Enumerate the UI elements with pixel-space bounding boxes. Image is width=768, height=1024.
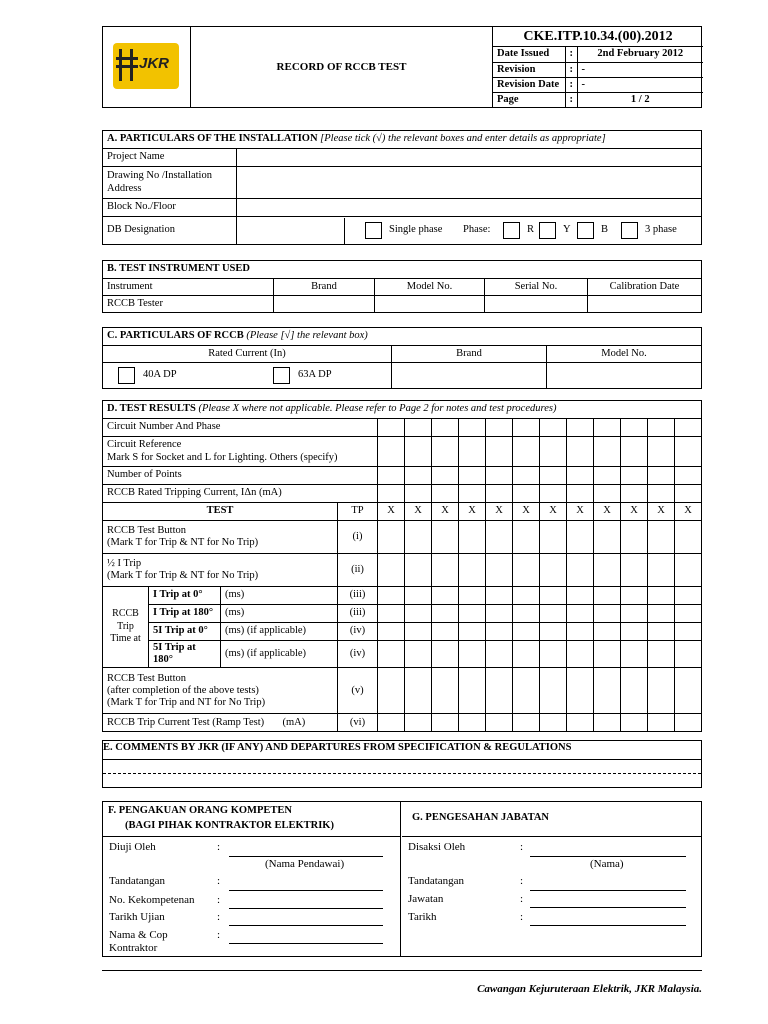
- result-cell[interactable]: [567, 641, 594, 668]
- revision-value: -: [577, 62, 703, 77]
- page-value: 1 / 2: [577, 92, 703, 107]
- x-mark: X: [513, 503, 540, 521]
- section-c: [102, 327, 702, 389]
- result-cell[interactable]: [648, 521, 675, 554]
- result-cell[interactable]: [594, 467, 621, 485]
- section-a-note: [Please tick (√) the relevant boxes and enter details as appropriate]: [320, 133, 606, 145]
- x-mark: X: [675, 503, 702, 521]
- result-cell[interactable]: [540, 668, 567, 714]
- result-cell[interactable]: [378, 467, 405, 485]
- result-cell[interactable]: [378, 485, 405, 503]
- result-cell[interactable]: [675, 467, 702, 485]
- result-cell[interactable]: [405, 668, 432, 714]
- result-cell[interactable]: [378, 641, 405, 668]
- result-cell[interactable]: [459, 641, 486, 668]
- result-cell[interactable]: [513, 623, 540, 641]
- tp-value: (iv): [338, 623, 378, 641]
- result-cell[interactable]: [459, 419, 486, 437]
- tp-value: (i): [338, 521, 378, 554]
- result-cell[interactable]: [378, 419, 405, 437]
- result-cell[interactable]: [405, 714, 432, 732]
- tarikh-line[interactable]: [530, 925, 686, 926]
- result-cell[interactable]: [378, 554, 405, 587]
- trip-row-unit: (ms): [221, 605, 338, 623]
- page-title: RECORD OF RCCB TEST: [191, 27, 493, 107]
- block-floor-label: Block No./Floor: [103, 199, 237, 217]
- disaksi-oleh-line[interactable]: [530, 856, 686, 857]
- result-cell[interactable]: [594, 668, 621, 714]
- result-cell[interactable]: [405, 437, 432, 467]
- nama-caption: (Nama): [590, 858, 624, 870]
- section-g-title: G. PENGESAHAN JABATAN: [412, 812, 549, 823]
- result-cell[interactable]: [675, 419, 702, 437]
- jawatan-line[interactable]: [530, 907, 686, 908]
- result-cell[interactable]: [486, 623, 513, 641]
- trip-row-label: 5I Trip at 0°: [149, 623, 221, 641]
- trip-row-label: I Trip at 180°: [149, 605, 221, 623]
- result-cell[interactable]: [513, 437, 540, 467]
- result-cell[interactable]: [486, 605, 513, 623]
- result-cell[interactable]: [567, 437, 594, 467]
- section-a-title: A. PARTICULARS OF THE INSTALLATION: [107, 133, 318, 145]
- result-cell[interactable]: [432, 437, 459, 467]
- result-cell[interactable]: [594, 554, 621, 587]
- meta-label: Date Issued: [493, 47, 565, 62]
- kekompetenan-line[interactable]: [229, 908, 383, 909]
- half-trip-note: (Mark T for Trip & NT for No Trip): [107, 570, 259, 581]
- col-rccb-brand: Brand: [392, 346, 547, 363]
- half-trip-label: ½ I Trip: [107, 557, 142, 569]
- tandatangan-line[interactable]: [229, 890, 383, 891]
- result-cell[interactable]: [405, 467, 432, 485]
- result-cell[interactable]: [405, 521, 432, 554]
- row-number-of-points: [103, 467, 702, 485]
- meta-label: Revision Date: [493, 77, 565, 92]
- result-cell[interactable]: [540, 641, 567, 668]
- result-cell[interactable]: [621, 521, 648, 554]
- result-cell[interactable]: [675, 437, 702, 467]
- row-circuit-reference: [103, 437, 702, 467]
- result-cell[interactable]: [567, 668, 594, 714]
- section-b-title: B. TEST INSTRUMENT USED: [103, 261, 702, 279]
- result-cell[interactable]: [432, 419, 459, 437]
- meta-label: Page: [493, 92, 565, 107]
- row-trip-time: [103, 587, 702, 605]
- result-cell[interactable]: [432, 714, 459, 732]
- db-designation-field[interactable]: [237, 218, 345, 244]
- rccb-tester-label: RCCB Tester: [103, 296, 274, 313]
- trip-row-label: I Trip at 0°: [149, 587, 221, 605]
- section-d: [102, 400, 702, 732]
- ramp-label: RCCB Trip Current Test (Ramp Test) (mA): [103, 714, 338, 732]
- result-cell[interactable]: [486, 521, 513, 554]
- x-mark: X: [459, 503, 486, 521]
- trip-row-unit: (ms) (if applicable): [221, 641, 338, 668]
- result-cell[interactable]: [486, 485, 513, 503]
- diuji-oleh-label: Diuji Oleh: [109, 841, 156, 853]
- result-cell[interactable]: [621, 485, 648, 503]
- section-e: [102, 740, 702, 788]
- result-cell[interactable]: [405, 641, 432, 668]
- x-mark: X: [621, 503, 648, 521]
- result-cell[interactable]: [540, 437, 567, 467]
- result-cell[interactable]: [459, 668, 486, 714]
- trip-row-unit: (ms): [221, 587, 338, 605]
- section-e-title: E. COMMENTS BY JKR (IF ANY) AND DEPARTURES FROM SPECIFICATION & REGULATIONS: [103, 742, 572, 753]
- tp-value: (iii): [338, 587, 378, 605]
- trip-time-label: RCCB Trip Time at: [103, 587, 149, 668]
- rccb-button-note: (Mark T for Trip & NT for No Trip): [107, 537, 259, 548]
- brand-field[interactable]: [274, 296, 375, 313]
- jawatan-label: Jawatan: [408, 893, 444, 905]
- footer-text: Cawangan Kejuruteraan Elektrik, JKR Malaysia.: [477, 983, 702, 995]
- result-cell[interactable]: [567, 419, 594, 437]
- tp-value: (iv): [338, 641, 378, 668]
- row-test-header: [103, 503, 702, 521]
- row-after-tests: [103, 668, 702, 714]
- result-cell[interactable]: [594, 605, 621, 623]
- circuit-ref-note: Mark S for Socket and L for Lighting. Others (specify): [107, 451, 338, 463]
- section-c-title: C. PARTICULARS OF RCCB: [107, 330, 244, 342]
- x-mark: X: [540, 503, 567, 521]
- disaksi-oleh-label: Disaksi Oleh: [408, 841, 466, 853]
- result-cell[interactable]: [540, 521, 567, 554]
- result-cell[interactable]: [459, 521, 486, 554]
- section-g: G. PENGESAHAN JABATAN Disaksi Oleh : (Nama) Tandatangan : Jawatan : Tarikh :: [402, 802, 701, 956]
- col-rccb-model: Model No.: [547, 346, 702, 363]
- result-cell[interactable]: [567, 587, 594, 605]
- section-d-title: D. TEST RESULTS: [107, 403, 196, 415]
- doc-meta-table: Date Issued : 2nd February 2012 Revision : - Revision Date : - Page : 1 / 2: [493, 47, 703, 107]
- result-cell[interactable]: [621, 605, 648, 623]
- three-phase-checkbox[interactable]: [621, 222, 638, 239]
- tp-value: (v): [338, 668, 378, 714]
- result-cell[interactable]: [540, 605, 567, 623]
- result-cell[interactable]: [432, 623, 459, 641]
- section-f-g: [102, 801, 702, 957]
- row-trip-time: [103, 641, 702, 668]
- result-cell[interactable]: [486, 419, 513, 437]
- result-cell[interactable]: [648, 419, 675, 437]
- x-mark: X: [486, 503, 513, 521]
- nama-cop-label: Nama & Cop Kontraktor: [109, 929, 168, 954]
- result-cell[interactable]: [675, 521, 702, 554]
- result-cell[interactable]: [459, 437, 486, 467]
- phase-label: Phase:: [463, 223, 491, 235]
- row-rccb-test-button: [103, 521, 702, 554]
- row-trip-time: [103, 623, 702, 641]
- result-cell[interactable]: [432, 467, 459, 485]
- result-cell[interactable]: [675, 641, 702, 668]
- tp-value: (ii): [338, 554, 378, 587]
- model-field[interactable]: [375, 296, 485, 313]
- result-cell[interactable]: [648, 587, 675, 605]
- result-cell[interactable]: [621, 419, 648, 437]
- test-header: TEST: [103, 503, 338, 521]
- phase-r-label: R: [527, 223, 535, 235]
- result-cell[interactable]: [567, 485, 594, 503]
- tandatangan-label: Tandatangan: [109, 875, 166, 887]
- result-cell[interactable]: [432, 587, 459, 605]
- result-cell[interactable]: [405, 554, 432, 587]
- result-cell[interactable]: [594, 419, 621, 437]
- row-rated-tripping: [103, 485, 702, 503]
- jkr-logo: [113, 43, 179, 89]
- x-mark: X: [648, 503, 675, 521]
- col-calibration: Calibration Date: [588, 279, 702, 296]
- result-cell[interactable]: [405, 605, 432, 623]
- result-cell[interactable]: [540, 587, 567, 605]
- result-cell[interactable]: [675, 485, 702, 503]
- g-tandatangan-label: Tandatangan: [408, 875, 465, 887]
- result-cell[interactable]: [675, 554, 702, 587]
- rccb-brand-field[interactable]: [392, 363, 547, 389]
- result-cell[interactable]: [432, 485, 459, 503]
- diuji-oleh-line[interactable]: [229, 856, 383, 857]
- phase-y-checkbox[interactable]: [539, 222, 556, 239]
- result-cell[interactable]: [486, 587, 513, 605]
- result-cell[interactable]: [594, 714, 621, 732]
- result-cell[interactable]: [513, 714, 540, 732]
- phase-b-checkbox[interactable]: [577, 222, 594, 239]
- 40a-dp-label: 40A DP: [143, 368, 177, 380]
- result-cell[interactable]: [594, 641, 621, 668]
- result-cell[interactable]: [513, 668, 540, 714]
- result-cell[interactable]: [378, 668, 405, 714]
- date-issued-value: 2nd February 2012: [577, 47, 703, 62]
- kekompetenan-label: No. Kekompetenan: [109, 894, 195, 906]
- col-brand: Brand: [274, 279, 375, 296]
- x-mark: X: [567, 503, 594, 521]
- single-phase-label: Single phase: [389, 223, 443, 235]
- result-cell[interactable]: [513, 467, 540, 485]
- result-cell[interactable]: [513, 641, 540, 668]
- result-cell[interactable]: [540, 714, 567, 732]
- result-cell[interactable]: [540, 623, 567, 641]
- result-cell[interactable]: [621, 467, 648, 485]
- result-cell[interactable]: [459, 554, 486, 587]
- result-cell[interactable]: [459, 587, 486, 605]
- result-cell[interactable]: [486, 668, 513, 714]
- result-cell[interactable]: [648, 554, 675, 587]
- result-cell[interactable]: [378, 587, 405, 605]
- result-cell[interactable]: [540, 419, 567, 437]
- tarikh-ujian-line[interactable]: [229, 925, 383, 926]
- result-cell[interactable]: [648, 623, 675, 641]
- result-cell[interactable]: [594, 623, 621, 641]
- result-cell[interactable]: [432, 521, 459, 554]
- result-cell[interactable]: [540, 467, 567, 485]
- section-f-subtitle: (BAGI PIHAK KONTRAKTOR ELEKTRIK): [125, 820, 334, 831]
- section-a: [102, 130, 702, 245]
- circuit-number-label: Circuit Number And Phase: [103, 419, 378, 437]
- result-cell[interactable]: [405, 419, 432, 437]
- result-cell[interactable]: [459, 714, 486, 732]
- single-phase-checkbox[interactable]: [365, 222, 382, 239]
- rccb-model-field[interactable]: [547, 363, 702, 389]
- result-cell[interactable]: [459, 485, 486, 503]
- result-cell[interactable]: [405, 485, 432, 503]
- footer: [102, 970, 702, 995]
- three-phase-label: 3 phase: [645, 223, 677, 235]
- result-cell[interactable]: [432, 605, 459, 623]
- result-cell[interactable]: [648, 668, 675, 714]
- result-cell[interactable]: [432, 641, 459, 668]
- section-f: F. PENGAKUAN ORANG KOMPETEN (BAGI PIHAK KONTRAKTOR ELEKTRIK) Diuji Oleh : (Nama Pendawai) Tandatangan : No. Kekompetenan : Tarikh Ujian : Nama & Cop Kontraktor :: [103, 802, 401, 956]
- section-d-note: (Please X where not applicable. Please refer to Page 2 for notes and test procedures): [198, 403, 557, 415]
- result-cell[interactable]: [513, 419, 540, 437]
- phase-b-label: B: [601, 223, 609, 235]
- result-cell[interactable]: [378, 714, 405, 732]
- after-note-1: (after completion of the above tests): [107, 684, 259, 696]
- col-serial: Serial No.: [485, 279, 588, 296]
- x-mark: X: [432, 503, 459, 521]
- result-cell[interactable]: [648, 605, 675, 623]
- db-designation-label: DB Designation: [103, 217, 237, 245]
- col-instrument: Instrument: [103, 279, 274, 296]
- tarikh-label: Tarikh: [408, 911, 437, 923]
- result-cell[interactable]: [675, 605, 702, 623]
- result-cell[interactable]: [594, 485, 621, 503]
- result-cell[interactable]: [486, 641, 513, 668]
- x-mark: X: [378, 503, 405, 521]
- result-cell[interactable]: [621, 623, 648, 641]
- result-cell[interactable]: [594, 587, 621, 605]
- phase-y-label: Y: [563, 223, 571, 235]
- result-cell[interactable]: [486, 467, 513, 485]
- result-cell[interactable]: [621, 437, 648, 467]
- project-name-field[interactable]: [237, 149, 702, 167]
- serial-field[interactable]: [485, 296, 588, 313]
- address-label: Drawing No /Installation Address: [103, 167, 237, 199]
- result-cell[interactable]: [621, 587, 648, 605]
- result-cell[interactable]: [405, 623, 432, 641]
- section-f-title: F. PENGAKUAN ORANG KOMPETEN: [108, 805, 292, 816]
- tarikh-ujian-label: Tarikh Ujian: [109, 911, 165, 923]
- 63a-dp-label: 63A DP: [298, 368, 332, 380]
- result-cell[interactable]: [567, 605, 594, 623]
- logo-text: JKR: [139, 55, 170, 72]
- tp-header: TP: [338, 503, 378, 521]
- header-block: [102, 26, 702, 108]
- result-cell[interactable]: [459, 467, 486, 485]
- result-cell[interactable]: [513, 485, 540, 503]
- block-floor-field[interactable]: [237, 199, 702, 217]
- meta-label: Revision: [493, 62, 565, 77]
- rated-trip-label: RCCB Rated Tripping Current, IΔn (mA): [103, 485, 378, 503]
- result-cell[interactable]: [567, 623, 594, 641]
- result-cell[interactable]: [486, 554, 513, 587]
- address-field[interactable]: [237, 167, 702, 199]
- section-b: [102, 260, 702, 313]
- result-cell[interactable]: [567, 521, 594, 554]
- result-cell[interactable]: [675, 668, 702, 714]
- circuit-ref-label: Circuit Reference: [107, 439, 182, 451]
- project-name-label: Project Name: [103, 149, 237, 167]
- result-cell[interactable]: [378, 605, 405, 623]
- nama-pendawai-caption: (Nama Pendawai): [265, 858, 345, 870]
- result-cell[interactable]: [513, 521, 540, 554]
- result-cell[interactable]: [621, 668, 648, 714]
- points-label: Number of Points: [103, 467, 378, 485]
- x-mark: X: [594, 503, 621, 521]
- result-cell[interactable]: [648, 714, 675, 732]
- revision-date-value: -: [577, 77, 703, 92]
- section-c-note: (Please [√] the relevant box): [246, 330, 368, 342]
- calibration-field[interactable]: [588, 296, 702, 313]
- result-cell[interactable]: [432, 554, 459, 587]
- result-cell[interactable]: [378, 623, 405, 641]
- result-cell[interactable]: [675, 587, 702, 605]
- result-cell[interactable]: [621, 554, 648, 587]
- tp-value: (iii): [338, 605, 378, 623]
- result-cell[interactable]: [675, 714, 702, 732]
- result-cell[interactable]: [594, 437, 621, 467]
- result-cell[interactable]: [540, 554, 567, 587]
- result-cell[interactable]: [540, 485, 567, 503]
- comment-line[interactable]: [103, 773, 701, 774]
- result-cell[interactable]: [459, 623, 486, 641]
- result-cell[interactable]: [378, 437, 405, 467]
- 40a-dp-checkbox[interactable]: [118, 367, 135, 384]
- 63a-dp-checkbox[interactable]: [273, 367, 290, 384]
- doc-code: CKE.ITP.10.34.(00).2012: [493, 27, 703, 47]
- x-mark: X: [405, 503, 432, 521]
- after-note-2: (Mark T for Trip and NT for No Trip): [107, 696, 266, 708]
- result-cell[interactable]: [648, 467, 675, 485]
- result-cell[interactable]: [594, 521, 621, 554]
- g-tandatangan-line[interactable]: [530, 890, 686, 891]
- tp-value: (vi): [338, 714, 378, 732]
- col-rated-current: Rated Current (In): [103, 346, 392, 363]
- result-cell[interactable]: [405, 587, 432, 605]
- phase-r-checkbox[interactable]: [503, 222, 520, 239]
- result-cell[interactable]: [675, 623, 702, 641]
- col-model: Model No.: [375, 279, 485, 296]
- after-label: RCCB Test Button: [107, 672, 187, 684]
- trip-row-label: 5I Trip at 180°: [149, 641, 221, 668]
- logo-cell: [103, 27, 191, 107]
- result-cell[interactable]: [459, 605, 486, 623]
- comment-line[interactable]: [103, 759, 701, 760]
- result-cell[interactable]: [432, 668, 459, 714]
- result-cell[interactable]: [648, 641, 675, 668]
- result-cell[interactable]: [648, 437, 675, 467]
- result-cell[interactable]: [567, 467, 594, 485]
- result-cell[interactable]: [567, 714, 594, 732]
- row-ramp-test: [103, 714, 702, 732]
- result-cell[interactable]: [567, 554, 594, 587]
- result-cell[interactable]: [513, 605, 540, 623]
- result-cell[interactable]: [648, 485, 675, 503]
- result-cell[interactable]: [513, 554, 540, 587]
- result-cell[interactable]: [486, 714, 513, 732]
- rccb-button-label: RCCB Test Button: [107, 524, 187, 536]
- nama-cop-line[interactable]: [229, 943, 383, 944]
- result-cell[interactable]: [486, 437, 513, 467]
- result-cell[interactable]: [378, 521, 405, 554]
- row-circuit-number: [103, 419, 702, 437]
- row-trip-time: [103, 605, 702, 623]
- row-half-trip: [103, 554, 702, 587]
- result-cell[interactable]: [621, 714, 648, 732]
- trip-row-unit: (ms) (if applicable): [221, 623, 338, 641]
- result-cell[interactable]: [513, 587, 540, 605]
- result-cell[interactable]: [621, 641, 648, 668]
